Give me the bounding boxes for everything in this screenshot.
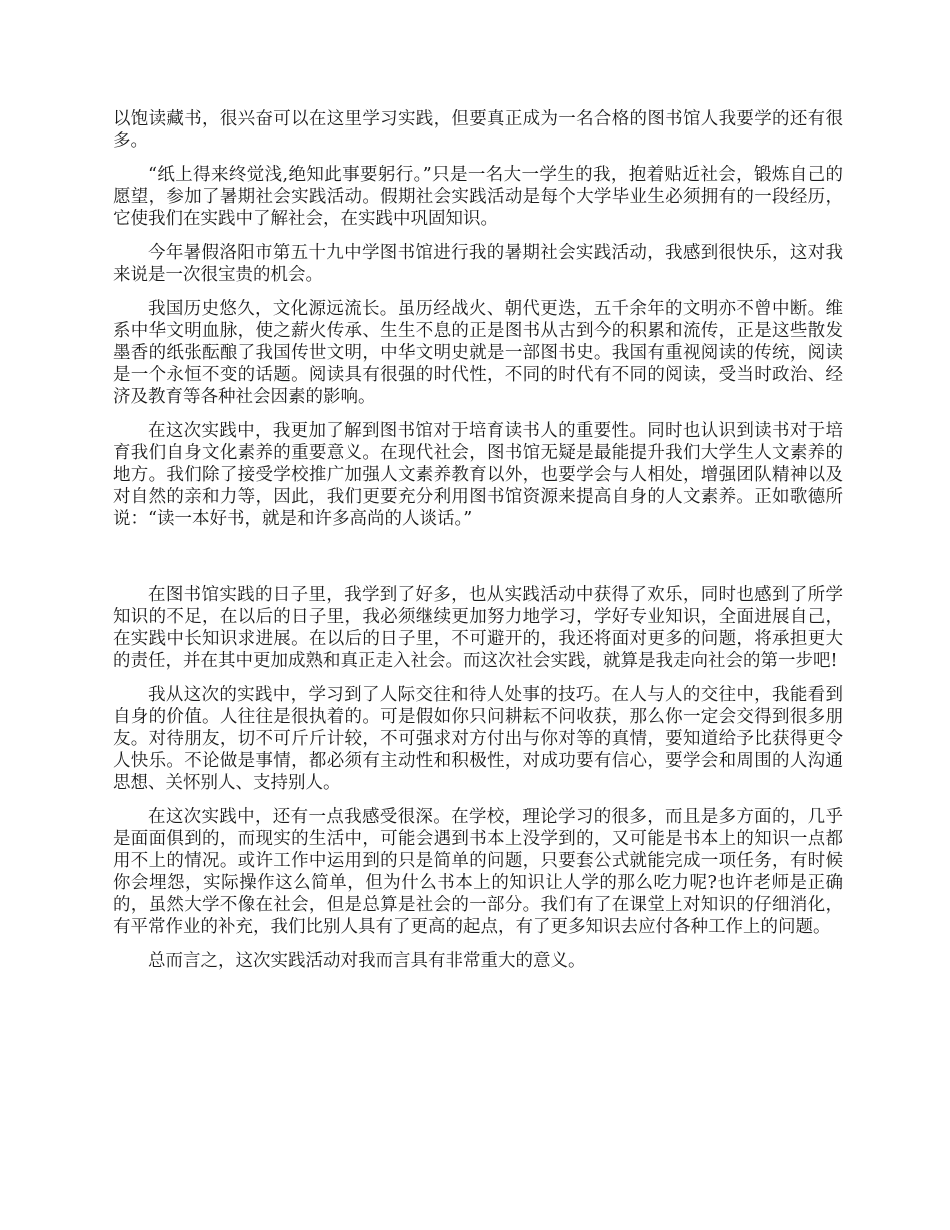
paragraph-7: 我从这次的实践中，学习到了人际交往和待人处事的技巧。在人与人的交往中，我能看到自身的价值。人往往是很执着的。可是假如你只问耕耘不问收获，那么你一定会交得到很多朋友。对待朋友，切不可斤斤计较，不可强求对方付出与你对等的真情，要知道给予比获得更令人快乐。不论做是事情，都必须有主动性和积极性，对成功要有信心，要学会和周围的人沟通思想、关怀别人、支持别人。: [113, 685, 843, 793]
paragraph-gap: [113, 542, 843, 584]
paragraph-5: 在这次实践中，我更加了解到图书馆对于培育读书人的重要性。同时也认识到读书对于培育我们自身文化素养的重要意义。在现代社会，图书馆无疑是最能提升我们大学生人文素养的地方。我们除了接受学校推广加强人文素养教育以外，也要学会与人相处，增强团队精神以及对自然的亲和力等，因此，我们更要充分利用图书馆资源来提高自身的人文素养。正如歌德所说：“读一本好书，就是和许多高尚的人谈话。”: [113, 421, 843, 529]
paragraph-9: 总而言之，这次实践活动对我而言具有非常重大的意义。: [148, 951, 586, 971]
paragraph-4: 我国历史悠久，文化源远流长。虽历经战火、朝代更迭，五千余年的文明亦不曾中断。维系中华文明血脉，使之薪火传承、生生不息的正是图书从古到今的积累和流传，正是这些散发墨香的纸张酝酿了我国传世文明，中华文明史就是一部图书史。我国有重视阅读的传统，阅读是一个永恒不变的话题。阅读具有很强的时代性，不同的时代有不同的阅读，受当时政治、经济及教育等各种社会因素的影响。: [113, 299, 843, 407]
paragraph-8: 在这次实践中，还有一点我感受很深。在学校，理论学习的很多，而且是多方面的，几乎是面面俱到的，而现实的生活中，可能会遇到书本上没学到的，又可能是书本上的知识一点都用不上的情况。或许工作中运用到的只是简单的问题，只要套公式就能完成一项任务，有时候你会埋怨，实际操作这么简单，但为什么书本上的知识让人学的那么吃力呢?也许老师是正确的，虽然大学不像在社会，但是总算是社会的一部分。我们有了在课堂上对知识的仔细消化，有平常作业的补充，我们比别人具有了更高的起点，有了更多知识去应付各种工作上的问题。: [113, 807, 843, 937]
paragraph-3: 今年暑假洛阳市第五十九中学图书馆进行我的暑期社会实践活动，我感到很快乐，这对我来说是一次很宝贵的机会。: [113, 243, 843, 285]
paragraph-6: 在图书馆实践的日子里，我学到了好多，也从实践活动中获得了欢乐，同时也感到了所学知识的不足，在以后的日子里，我必须继续更加努力地学习，学好专业知识，全面进展自己，在实践中长知识求进展。在以后的日子里，不可避开的，我还将面对更多的问题，将承担更大的责任，并在其中更加成熟和真正走入社会。而这次社会实践，就算是我走向社会的第一步吧!: [113, 585, 843, 671]
paragraph-2: “纸上得来终觉浅,绝知此事要躬行。”只是一名大一学生的我，抱着贴近社会，锻炼自己的愿望，参加了暑期社会实践活动。假期社会实践活动是每个大学毕业生必须拥有的一段经历，它使我们在实践中了解社会，在实践中巩固知识。: [113, 165, 843, 229]
paragraph-1: 以饱读藏书，很兴奋可以在这里学习实践，但要真正成为一名合格的图书馆人我要学的还有很多。: [113, 109, 843, 151]
document-body: [113, 108, 843, 984]
